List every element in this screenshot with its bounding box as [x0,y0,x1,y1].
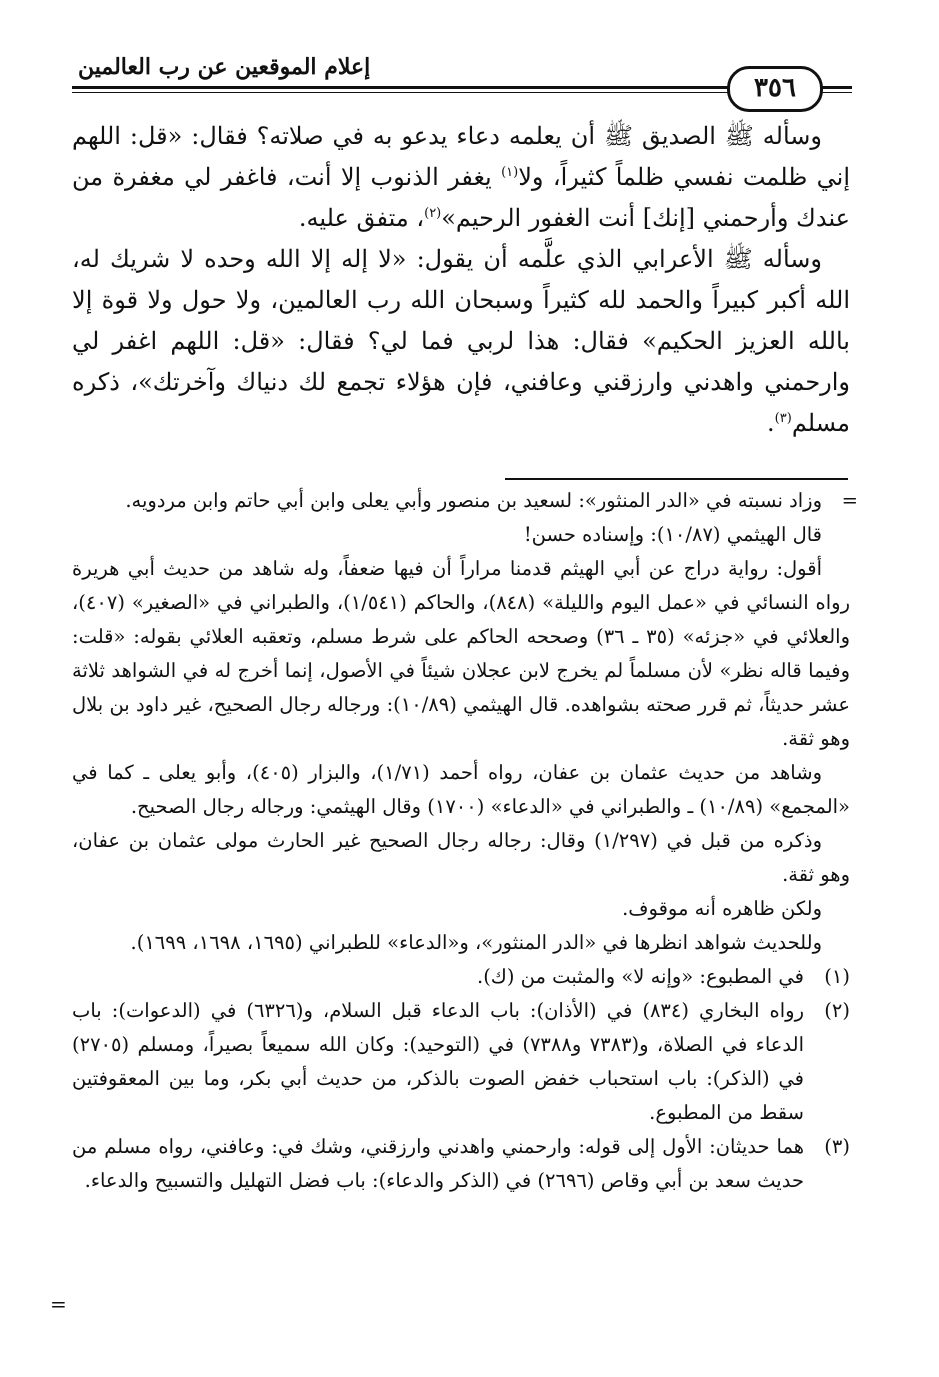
continuation-mark: = [841,489,858,512]
header-rule-thin [72,92,732,93]
note-continuation-7: وللحديث شواهد انظرها في «الدر المنثور»، و«الدعاء» للطبراني (١٦٩٥، ١٦٩٨، ١٦٩٩). [130,931,822,954]
page-end-mark: = [50,1292,67,1316]
main-paragraph-1 [72,116,850,239]
footnote-1-number: (١) [824,965,850,988]
main-paragraph-1-part-a: وسأله ﷺ الصديق ﷺ أن يعلمه دعاء يدعو به في صلاته؟ فقال: «قل: اللهم إني ظلمت نفسي ظلماً كثيراً، ولا [72,122,851,191]
main-text [72,116,850,444]
note-continuation-3: أقول: رواية دراج عن أبي الهيثم قدمنا مراراً أن فيها ضعفاً، وله شاهد من حديث أبي هريرة رواه النسائي في «عمل اليوم والليلة» (٨٤٨)، والحاكم (١/٥٤١)، والطبراني في «الصغير» (٤٠٧)، والعلائي في «جزئه» (٣٥ ـ ٣٦) وصححه الحاكم على شرط مسلم، وتعقبه العلائي بقوله: «قلت: وفيما قاله نظر» لأن مسلماً لم يخرج لابن عجلان شيئاً في الأصول، إنما أخرج له في الشواهد ثلاثة عشر حديثاً، ثم قرر صحته بشواهده. قال الهيثمي (١٠/٨٩): ورجاله رجال الصحيح، غير داود بن بلال وهو ثقة. [72,557,851,750]
header-rule-thick [72,86,732,89]
footnote-3 [72,1130,850,1198]
footnote-ref-2: (٢) [424,206,442,221]
main-paragraph-1-part-b: يغفر الذنوب إلا أنت، فاغفر لي مغفرة من عندك وأرحمني [إنك] أنت الغفور الرحيم» [72,163,850,232]
footnote-1-text: في المطبوع: «وإنه لا» والمثبت من (ك). [477,965,804,988]
page-number: ٣٥٦ [727,66,823,112]
note-continuation-2: قال الهيثمي (١٠/٨٧): وإسناده حسن! [523,523,822,546]
running-title: إعلام الموقعين عن رب العالمين [78,54,371,80]
footnote-3-number: (٣) [824,1135,850,1158]
footnote-2 [72,994,850,1130]
footnote-ref-1: (١) [501,165,519,180]
main-paragraph-2-part-a: وسأله ﷺ الأعرابي الذي علَّمه أن يقول: «لا إله إلا الله وحده لا شريك له، الله أكبر كبيراً والحمد لله كثيراً وسبحان الله رب العالمين، ولا حول ولا قوة إلا بالله العزيز الحكيم» فقال: هذا لربي فما لي؟ فقال: «قل: اللهم اغفر لي وارحمني واهدني وارزقني وعافني، فإن هؤلاء تجمع لك دنياك وآخرتك»، ذكره مسلم [72,245,850,437]
footnote-3-text: هما حديثان: الأول إلى قوله: وارحمني واهدني وارزقني، وشك في: وعافني، رواه مسلم من حديث سعد بن أبي وقاص (٢٦٩٦) في (الذكر والدعاء): باب فضل التهليل والتسبيح والدعاء. [72,1135,804,1192]
footnotes [72,484,858,1198]
footnote-2-text: رواه البخاري (٨٣٤) في (الأذان): باب الدعاء قبل السلام، و(٦٣٢٦) في (الدعوات): باب الدعاء في الصلاة، و(٧٣٨٣ و٧٣٨٨) في (التوحيد): وكان الله سميعاً بصيراً، ومسلم (٢٧٠٥) في (الذكر): باب استحباب خفض الصوت بالذكر، من حديث أبي بكر، وما بين المعقوفتين سقط من المطبوع. [72,999,805,1124]
main-paragraph-2-part-b: . [767,409,775,437]
footnote-2-number: (٢) [824,999,850,1022]
footnote-ref-3: (٣) [774,411,792,426]
note-continuation-1 [72,484,858,518]
note-continuation-1-text: وزاد نسبته في «الدر المنثور»: لسعيد بن منصور وأبي يعلى وابن أبي حاتم وابن مردويه. [125,489,822,512]
page-header [72,44,852,103]
note-continuation-6: ولكن ظاهره أنه موقوف. [622,897,822,920]
main-paragraph-2 [72,239,850,444]
footnote-1 [72,960,850,994]
note-continuation-5: وذكره من قبل في (١/٢٩٧) وقال: رجاله رجال الصحيح غير الحارث مولى عثمان بن عفان، وهو ثقة. [72,829,850,886]
footnote-separator [505,478,848,480]
main-paragraph-1-part-c: ، متفق عليه. [298,204,425,232]
note-continuation-4: وشاهد من حديث عثمان بن عفان، رواه أحمد (١/٧١)، والبزار (٤٠٥)، وأبو يعلى ـ كما في «المجمع» (١٠/٨٩) ـ والطبراني في «الدعاء» (١٧٠٠) وقال الهيثمي: ورجاله رجال الصحيح. [72,761,850,818]
